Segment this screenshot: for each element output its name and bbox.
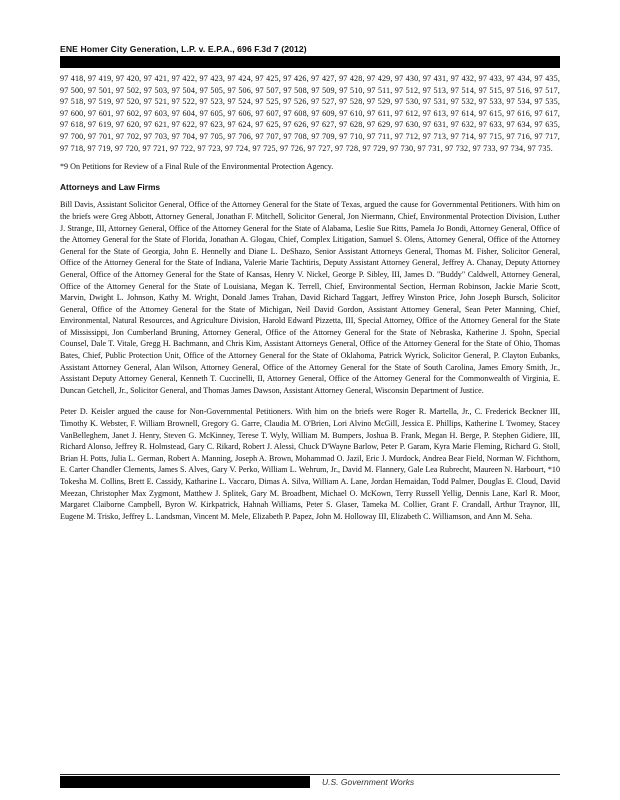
footnote-petitions: *9 On Petitions for Review of a Final Rule of the Environmental Protection Agency. [60, 162, 334, 172]
attorneys-paragraph-governmental: Bill Davis, Assistant Solicitor General, Office of the Attorney General for the State of Texas, argued the cause for Governmental Petitioners. With him on the briefs were Greg Abbott, Attorney General, Jonathan F. Mitchell, Solicitor General, Jon Niermann, Chief, Environmental Protection Division, Luther J. Strange, III, Attorney General, Office of the Attorney General for the State of Alabama, Leslie Sue Ritts, Pamela Jo Bondi, Attorney General, Office of the Attorney General for the State of Florida, Jonathan A. Glogau, Chief, Complex Litigation, Samuel S. Olens, Attorney General, Office of the Attorney General for the State of Georgia, John E. Hennelly and Diane L. DeShazo, Senior Assistant Attorneys General, Thomas M. Fisher, Solicitor General, Office of the Attorney General for the State of Indiana, Valerie Marie Tachtiris, Deputy Assistant Attorney General, Jeffrey A. Chanay, Deputy Attorney General, Office of the Attorney General for the State of Kansas, Henry V. Nickel, George P. Sibley, III, James D. "Buddy" Caldwell, Attorney General, Office of the Attorney General for the State of Louisiana, Megan K. Terrell, Chief, Environmental Section, Herman Robinson, Jackie Marie Scott, Marvin, Dwight L. Johnson, Kathy M. Wright, Donald James Trahan, David Richard Taggart, Jeffrey Winston Price, John Joseph Bursch, Solicitor General, Office of the Attorney General for the State of Michigan, Neil David Gordon, Assistant Attorney General, Sean Peter Manning, Chief, Environmental, Natural Resources, and Agriculture Division, Harold Edward Pizzetta, III, Special Attorney, Office of the Attorney General for the State of Mississippi, Jon Cumberland Bruning, Attorney General, Office of the Attorney General for the State of Nebraska, Katherine J. Spohn, Special Counsel, Dale T. Vitale, Gregg H. Bachmann, and Chris Kim, Assistant Attorneys General, Office of the Attorney General for the State of Ohio, Thomas Bates, Chief, Public Protection Unit, Office of the Attorney General for the State of Oklahoma, Patrick Wyrick, Solicitor General, P. Clayton Eubanks, Assistant Attorney General, Alan Wilson, Attorney General, Office of the Attorney General for the State of South Carolina, James Emory Smith, Jr., Assistant Deputy Attorney General, Kenneth T. Cuccinelli, II, Attorney General, Office of the Attorney General for the Commonwealth of Virginia, E. Duncan Getchell, Jr., Solicitor General, and Thomas James Dawson, Assistant Attorney General, Wisconsin Department of Justice. [60, 200, 560, 395]
docket-numbers: 97 418, 97 419, 97 420, 97 421, 97 422, 97 423, 97 424, 97 425, 97 426, 97 427, 97 428, 97 429, 97 430, 97 431, 97 432, 97 433, 97 434, 97 435, 97 500, 97 501, 97 502, 97 503, 97 504, 97 505, 97 506, 97 507, 97 508, 97 509, 97 510, 97 511, 97 512, 97 513, 97 514, 97 515, 97 516, 97 517, 97 518, 97 519, 97 520, 97 521, 97 522, 97 523, 97 524, 97 525, 97 526, 97 527, 97 528, 97 529, 97 530, 97 531, 97 532, 97 533, 97 534, 97 535, 97 600, 97 601, 97 602, 97 603, 97 604, 97 605, 97 606, 97 607, 97 608, 97 609, 97 610, 97 611, 97 612, 97 613, 97 614, 97 615, 97 616, 97 617, 97 618, 97 619, 97 620, 97 621, 97 622, 97 623, 97 624, 97 625, 97 626, 97 627, 97 628, 97 629, 97 630, 97 631, 97 632, 97 633, 97 634, 97 635, 97 700, 97 701, 97 702, 97 703, 97 704, 97 705, 97 706, 97 707, 97 708, 97 709, 97 710, 97 711, 97 712, 97 713, 97 714, 97 715, 97 716, 97 717, 97 718, 97 719, 97 720, 97 721, 97 722, 97 723, 97 724, 97 725, 97 726, 97 727, 97 728, 97 729, 97 730, 97 731, 97 732, 97 733, 97 734, 97 735. [60, 74, 560, 153]
section-title-attorneys: Attorneys and Law Firms [60, 181, 161, 192]
attorneys-paragraph-non-governmental: Peter D. Keisler argued the cause for Non-Governmental Petitioners. With him on the briefs were Roger R. Martella, Jr., C. Frederick Beckner III, Timothy K. Webster, F. William Brownell, Gregory G. Garre, Claudia M. O'Brien, Lori Alvino McGill, Jessica E. Phillips, Katherine I. Twomey, Stacey VanBelleghem, Janet J. Henry, Steven G. McKinney, Terese T. Wyly, William M. Bumpers, Joshua B. Frank, Megan H. Berge, P. Stephen Gidiere, III, Richard Alonso, Jeffrey R. Holmstead, Gary C. Rikard, Robert J. Alessi, Chuck D'Wayne Barlow, Peter P. Garam, Kyra Marie Fleming, Richard G. Stoll, Brian H. Potts, Julia L. German, Robert A. Manning, Joseph A. Brown, Mohammad O. Jazil, Eric J. Murdock, Andrea Bear Field, Norman W. Fichthorn, E. Carter Chandler Clements, James S. Alves, Gary V. Perko, William L. Wehrum, Jr., David M. Flannery, Gale Lea Rubrecht, Maureen N. Harbourt, *10 Tokesha M. Collins, Brett E. Cassidy, Katharine L. Vaccaro, Dimas A. Silva, William A. Lane, Jordan Hemaidan, Todd Palmer, Douglas E. Cloud, David Meezan, Christopher Max Zygmont, Matthew J. Splitek, Gary M. Broadbent, Michael O. McKown, Terry Russell Yellig, Dennis Lane, Karl R. Moor, Margaret Claiborne Campbell, Byron W. Kirkpatrick, Hahnah Williams, Peter S. Glaser, Tameka M. Collier, Grant F. Crandall, Arthur Traynor, III, Eugene M. Trisko, Jeffrey L. Landsman, Vincent M. Mele, Elizabeth P. Papez, John M. Holloway III, Elizabeth C. Williamson, and Ann M. Seha. [60, 407, 560, 521]
case-citation-header: ENE Homer City Generation, L.P. v. E.P.A., 696 F.3d 7 (2012) [60, 44, 307, 54]
footer-source-text: U.S. Government Works [322, 777, 415, 787]
redaction-bar [60, 56, 560, 68]
page-footer [60, 774, 560, 789]
footer-redaction-bar [60, 776, 310, 788]
document-body [60, 73, 560, 522]
